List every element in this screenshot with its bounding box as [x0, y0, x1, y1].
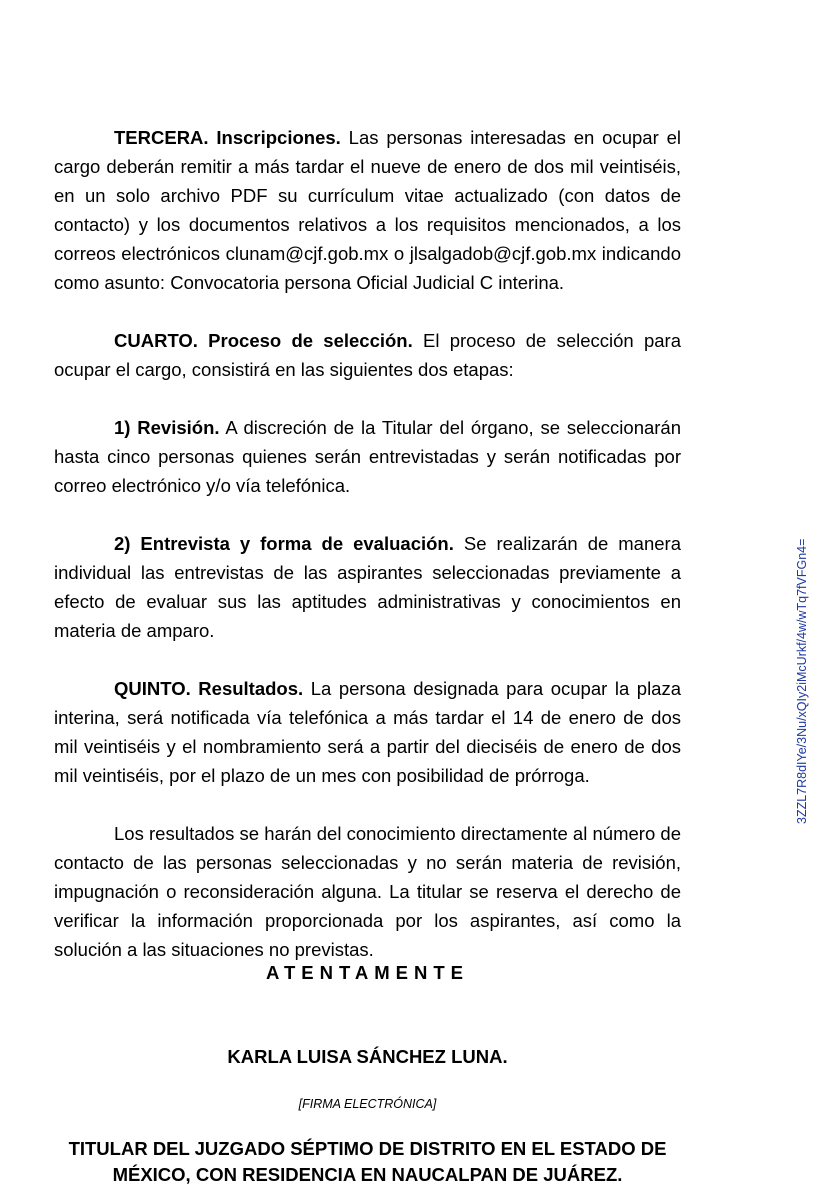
- section-text: A discreción de la Titular del órgano, se seleccionarán hasta cinco personas quienes serán entrevistadas y serán notificadas por correo electrónico y/o vía telefónica.: [54, 417, 682, 496]
- section-heading: TERCERA. Inscripciones.: [114, 127, 341, 148]
- section-heading: 2) Entrevista y forma de evaluación.: [114, 533, 454, 554]
- section-resultados-note: [54, 819, 681, 964]
- closing-atentamente: ATENTAMENTE: [265, 962, 470, 983]
- electronic-signature-label: [FIRMA ELECTRÓNICA]: [298, 1097, 437, 1111]
- section-quinto: [54, 674, 681, 790]
- section-text: Los resultados se harán del conocimiento directamente al número de contacto de las personas seleccionadas y no serán materia de revisión, impugnación o reconsideración alguna. La titular se reserva el derecho de verificar la información proporcionada por los aspirantes, así como la solución a las situaciones no previstas.: [54, 823, 681, 960]
- section-heading: CUARTO. Proceso de selección.: [114, 330, 413, 351]
- section-text: La persona designada para ocupar la plaza interina, será notificada vía telefónica a más tardar el 14 de enero de dos mil veintiséis y el nombramiento será a partir del dieciséis de enero de dos mil veintiséis, por el plazo de un mes con posibilidad de prórroga.: [54, 678, 682, 786]
- section-text: El proceso de selección para ocupar el cargo, consistirá en las siguientes dos etapas:: [54, 330, 681, 380]
- signer-title-line-2: MÉXICO, CON RESIDENCIA EN NAUCALPAN DE JUÁREZ.: [112, 1164, 623, 1185]
- section-cuarto: [54, 326, 681, 384]
- section-entrevista: [54, 529, 681, 645]
- section-revision: [54, 413, 681, 500]
- signer-name: KARLA LUISA SÁNCHEZ LUNA.: [227, 1046, 508, 1067]
- section-heading: QUINTO. Resultados.: [114, 678, 304, 699]
- section-tercera: [54, 123, 681, 297]
- section-text: Las personas interesadas en ocupar el cargo deberán remitir a más tardar el nueve de enero de dos mil veintiséis, en un solo archivo PDF su currículum vitae actualizado (con datos de contacto) y los documentos relativos a los requisitos mencionados, a los correos electrónicos clunam@cjf.gob.mx o jlsalgadob@cjf.gob.mx indicando como asunto: Convocatoria persona Oficial Judicial C interina.: [54, 127, 681, 293]
- signer-title: [54, 1136, 681, 1188]
- section-text: Se realizarán de manera individual las entrevistas de las aspirantes seleccionadas previamente a efecto de evaluar sus las aptitudes administrativas y conocimientos en materia de amparo.: [54, 533, 681, 641]
- document-body: [54, 123, 681, 993]
- signer-title-line-1: TITULAR DEL JUZGADO SÉPTIMO DE DISTRITO EN EL ESTADO DE: [68, 1138, 667, 1159]
- section-heading: 1) Revisión.: [114, 417, 220, 438]
- verification-code: 3ZZL7R8dIYe/3Nu/xQIy2iMcUrkf/4w/wTq7fVFGn4=: [795, 538, 809, 824]
